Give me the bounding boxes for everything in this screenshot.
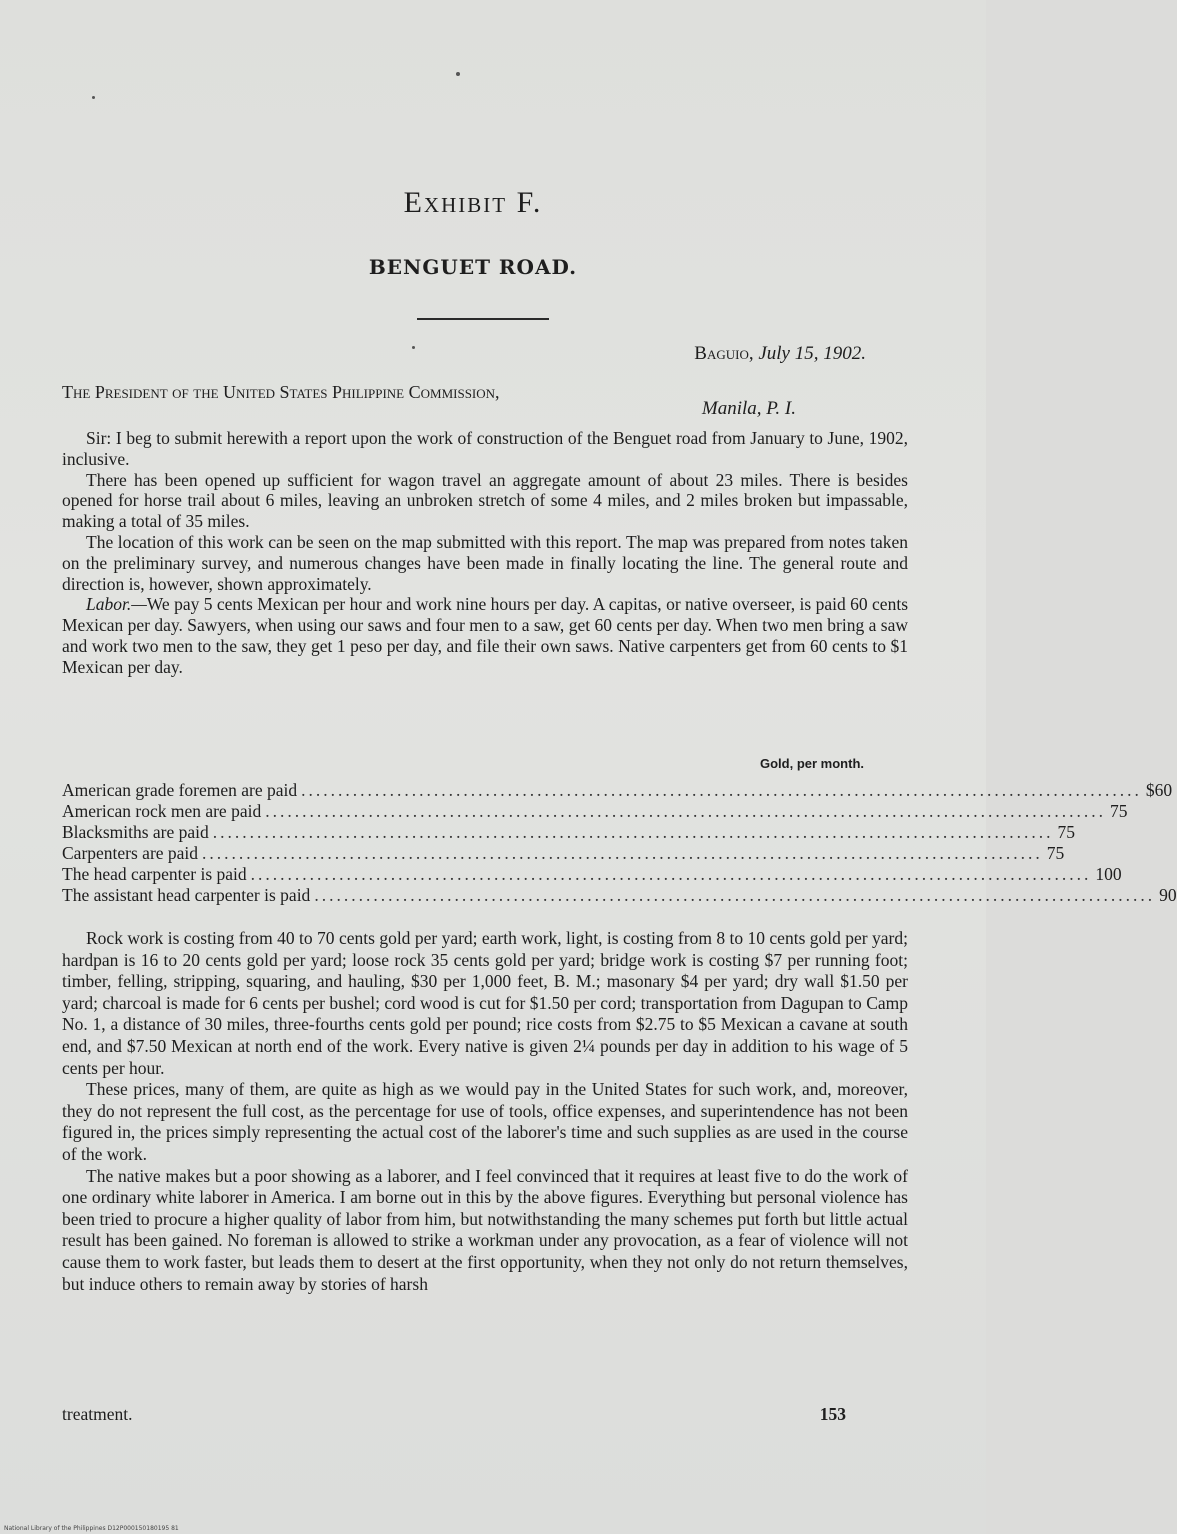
leader-dots: .................................................................................................................. bbox=[265, 801, 1106, 821]
addressee: The President of the United States Philippine Commission, bbox=[62, 382, 500, 402]
letter-body bbox=[62, 428, 908, 678]
paragraph: The location of this work can be seen on the map submitted with this report. The map was prepared from notes taken on the preliminary survey, and numerous changes have been made in finally locating the line. The general route and direction is, however, shown approximately. bbox=[62, 531, 908, 594]
paragraph: These prices, many of them, are quite as high as we would pay in the United States for such work, and, moreover, they do not represent the full cost, as the percentage for use of tools, office expenses, and superintendence has not been figured in, the prices simply representing the actual cost of the laborer's time and such supplies as are used in the course of the work. bbox=[62, 1079, 908, 1164]
addressee-location: Manila, P. I. bbox=[701, 398, 796, 419]
pay-row bbox=[62, 822, 1076, 843]
pay-label: The assistant head carpenter is paid bbox=[62, 885, 311, 905]
pay-row bbox=[62, 843, 1065, 864]
exhibit-heading: Exhibit F. bbox=[403, 186, 543, 219]
scan-speck bbox=[412, 346, 415, 349]
pay-table bbox=[62, 780, 1177, 906]
leader-dots: .................................................................................................................. bbox=[301, 780, 1142, 800]
scan-speck bbox=[456, 72, 460, 76]
pay-row bbox=[62, 801, 1128, 822]
pay-amount: 75 bbox=[1109, 801, 1128, 821]
labor-heading: Labor.— bbox=[86, 594, 147, 615]
labor-text: We pay 5 cents Mexican per hour and work nine hours per day. A capitas, or native overseer, is paid 60 cents Mexican per day. Sawyers, when using our saws and four men to a saw, get 60 cents per day. When two men bring a saw and work two men to the saw, they get 1 peso per day, and file their own saws. Native carpenters get from 60 cents to $1 Mexican per day. bbox=[62, 594, 908, 677]
leader-dots: .................................................................................................................. bbox=[212, 822, 1054, 842]
pay-amount: 100 bbox=[1095, 864, 1122, 884]
dateline-place: Baguio, bbox=[694, 343, 754, 364]
pay-row bbox=[62, 885, 1177, 906]
last-line-text: treatment. bbox=[62, 1404, 133, 1424]
pay-label: Blacksmiths are paid bbox=[62, 822, 209, 842]
pay-label: American grade foremen are paid bbox=[62, 780, 298, 800]
pay-amount: 75 bbox=[1057, 822, 1076, 842]
letter-body-continued bbox=[62, 928, 908, 1295]
last-line bbox=[62, 1404, 846, 1425]
page-number: 153 bbox=[819, 1404, 846, 1424]
dateline bbox=[694, 343, 866, 365]
dateline-date: July 15, 1902. bbox=[758, 343, 866, 364]
paragraph-labor bbox=[62, 594, 908, 677]
title-rule bbox=[417, 318, 549, 320]
paragraph: Rock work is costing from 40 to 70 cents gold per yard; earth work, light, is costing from 8 to 10 cents gold per yard; hardpan is 16 to 20 cents gold per yard; loose rock 35 cents gold per yard; bridge work is costing $7 per running foot; timber, felling, stripping, squaring, and hauling, $30 per 1,000 feet, B. M.; masonary $4 per yard; dry wall $1.50 per yard; charcoal is made for 6 cents per bushel; cord wood is cut for $1.50 per cord; transportation from Dagupan to Camp No. 1, a distance of 30 miles, three-fourths cents gold per pound; rice costs from $2.75 to $5 Mexican a cavane at south end, and $7.50 Mexican at north end of the work. Every native is given 2¼ pounds per day in addition to his wage of 5 cents per hour. bbox=[62, 928, 908, 1078]
report-title: BENGUET ROAD. bbox=[368, 255, 578, 279]
pay-amount: 75 bbox=[1046, 843, 1065, 863]
paragraph: The native makes but a poor showing as a laborer, and I feel convinced that it requires at least five to do the work of one ordinary white laborer in America. I am borne out in this by the above figures. Everything but personal violence has been tried to procure a higher quality of labor from him, but notwithstanding the many schemes put forth but little actual result has been gained. No foreman is allowed to strike a workman under any provocation, as a fear of violence will not cause them to work faster, but leads them to desert at the first opportunity, when they not only do not return themselves, but induce others to remain away by stories of harsh bbox=[62, 1165, 908, 1294]
pay-label: The head carpenter is paid bbox=[62, 864, 247, 884]
pay-amount: $60 bbox=[1145, 780, 1173, 800]
paragraph: Sir: I beg to submit herewith a report upon the work of construction of the Benguet road from January to June, 1902, inclusive. bbox=[62, 428, 908, 469]
pay-amount: 90 bbox=[1159, 885, 1177, 905]
pay-row bbox=[62, 864, 1122, 885]
leader-dots: .................................................................................................................. bbox=[314, 885, 1156, 905]
scan-speck bbox=[92, 96, 95, 99]
pay-column-header: Gold, per month. bbox=[760, 756, 864, 771]
pay-label: American rock men are paid bbox=[62, 801, 262, 821]
pay-row bbox=[62, 780, 1173, 801]
paragraph: There has been opened up sufficient for wagon travel an aggregate amount of about 23 miles. There is besides opened for horse trail about 6 miles, leaving an unbroken stretch of some 4 miles, and 2 miles broken but impassable, making a total of 35 miles. bbox=[62, 469, 908, 532]
leader-dots: .................................................................................................................. bbox=[250, 864, 1092, 884]
pay-label: Carpenters are paid bbox=[62, 843, 199, 863]
archive-footer: National Library of the Philippines D12P000150180195 81 bbox=[4, 1525, 179, 1532]
leader-dots: .................................................................................................................. bbox=[202, 843, 1043, 863]
